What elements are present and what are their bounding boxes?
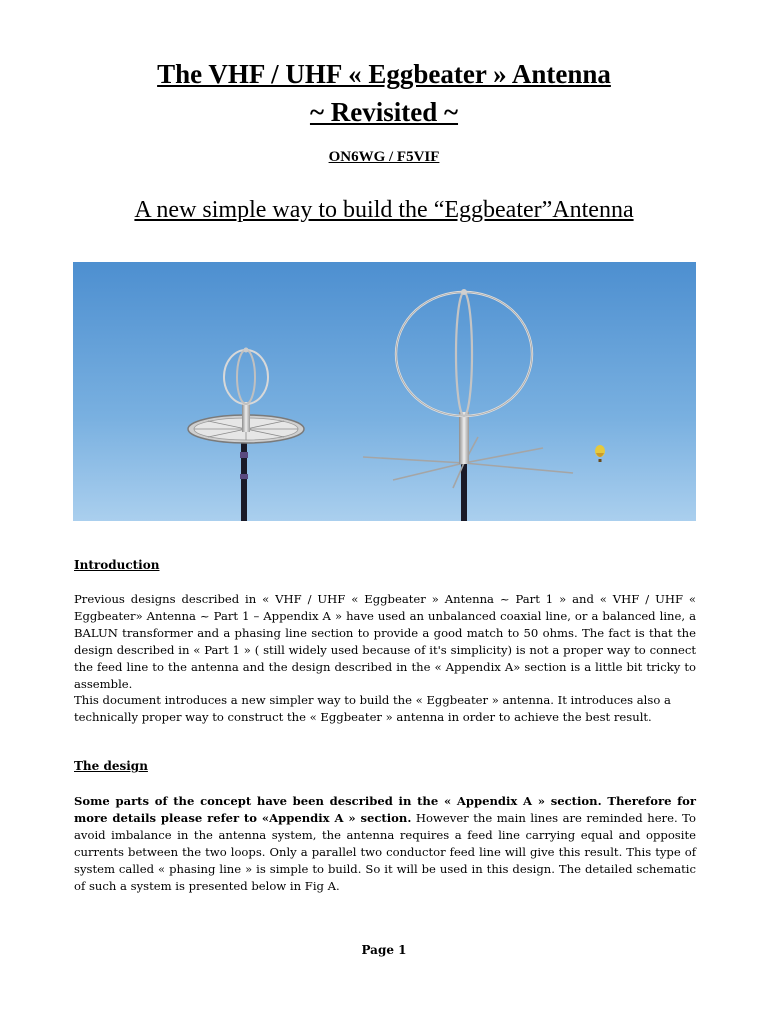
document-title-line1: The VHF / UHF « Eggbeater » Antenna — [157, 59, 611, 89]
introduction-paragraph-1: Previous designs described in « VHF / UHF « Eggbeater » Antenna ~ Part 1 » and « VHF / UHF « Eggbeater» Antenna ~ Part 1 – Appendix A » have used an unbalanced coaxial line, or a balanced line, a BALUN transformer and a phasing line section to provide a good match to 50 ohms. The fact is that the design described in « Part 1 » ( still widely used because of it's simplicity) is not a proper way to connect the feed line to the antenna and the design described in the « Appendix A» section is a little bit tricky to assemble. — [74, 592, 696, 691]
eggbeater-antenna-photo — [73, 262, 696, 521]
document-title-line2: ~ Revisited ~ — [309, 97, 459, 127]
page-number: Page 1 — [361, 943, 407, 957]
design-paragraph-text: However the main lines are reminded here. To avoid imbalance in the antenna system, the antenna requires a feed line carrying equal and opposite currents between the two loops. Only a parallel two conductor feed line will give this result. This type of system called « phasing line » is simple to build. So it will be used in this design. The detailed schematic of such a system is presented below in Fig A. — [74, 810, 696, 893]
document-subtitle: A new simple way to build the “Eggbeater”Antenna — [134, 197, 634, 223]
design-paragraph — [74, 793, 696, 894]
design-heading: The design — [74, 759, 148, 773]
design-paragraph-bold: Some parts of the concept have been described in the « Appendix A » section. Therefore for more details please refer to «Appendix A » section. — [74, 794, 696, 825]
author-callsigns: ON6WG / F5VIF — [328, 149, 440, 165]
introduction-heading: Introduction — [74, 558, 160, 572]
introduction-paragraph-2: This document introduces a new simpler way to build the « Eggbeater » antenna. It introduces also a technically proper way to construct the « Eggbeater » antenna in order to achieve the best result. — [74, 693, 671, 724]
